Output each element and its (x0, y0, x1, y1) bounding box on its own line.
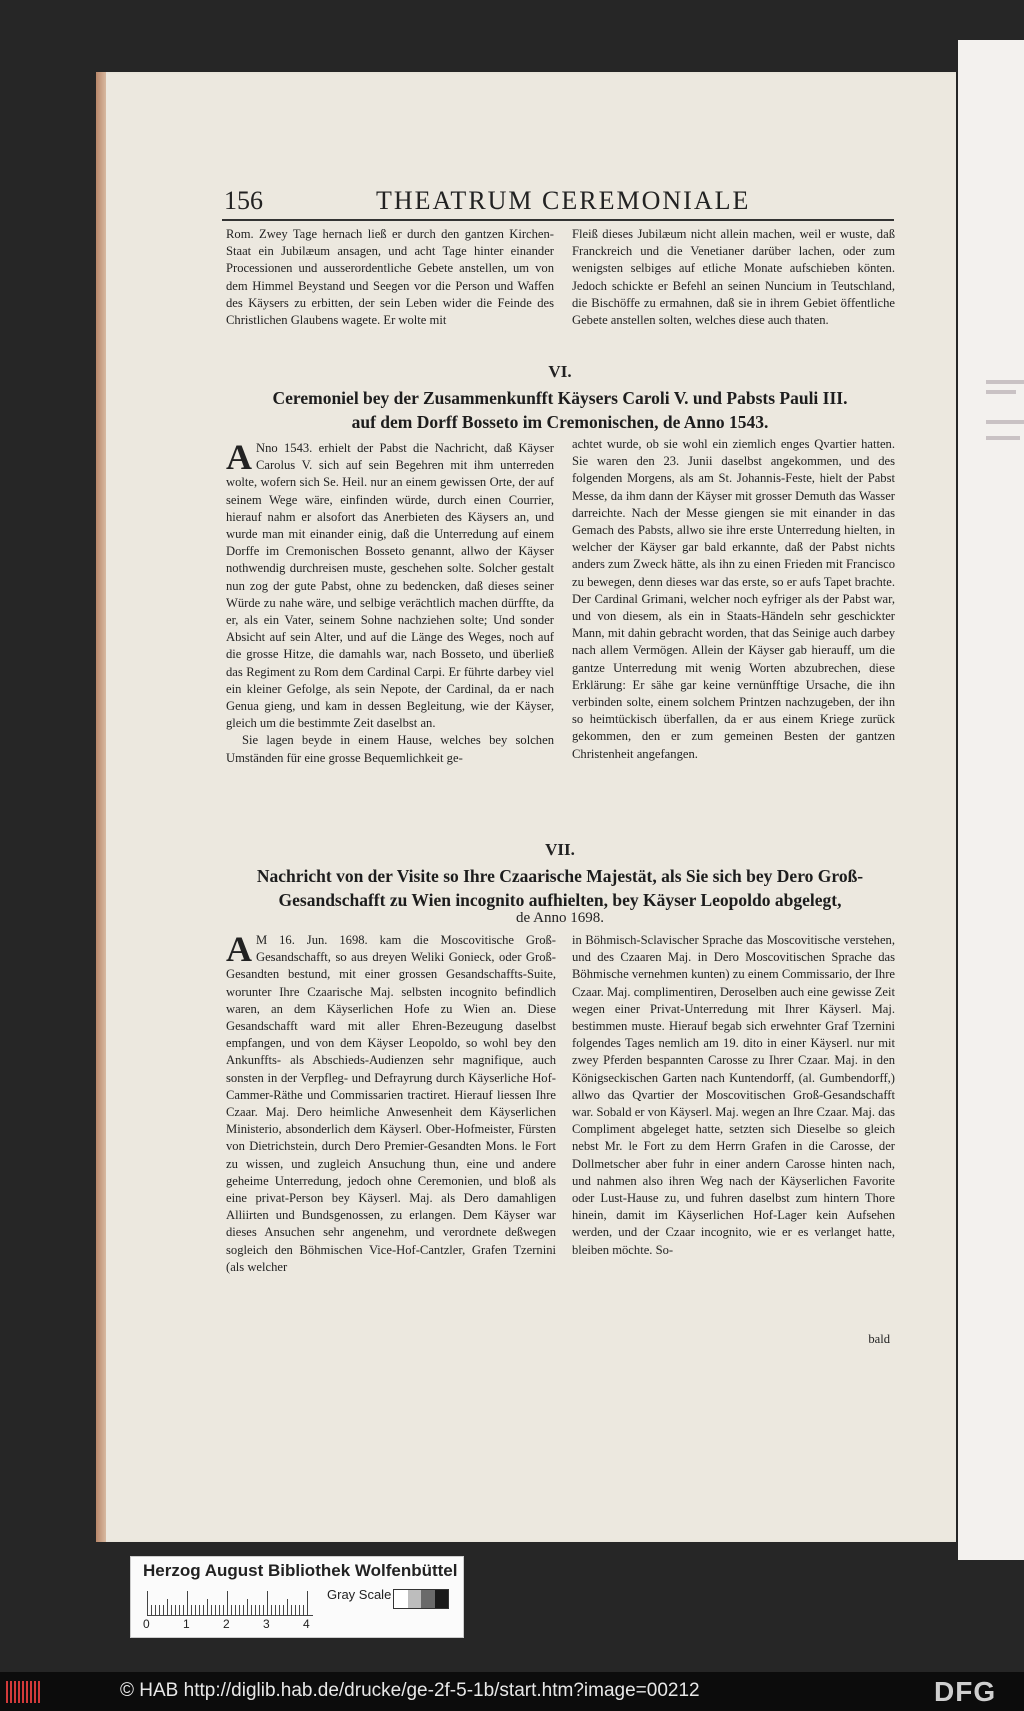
ruler-tick (211, 1605, 212, 1615)
text-column-right (572, 436, 895, 763)
gray-swatch (394, 1590, 408, 1608)
ruler-tick (203, 1605, 204, 1615)
ruler-tick (287, 1599, 288, 1615)
gray-scale-label: Gray Scale (327, 1587, 392, 1602)
ruler-tick (239, 1605, 240, 1615)
ruler-number: 2 (223, 1617, 230, 1631)
ruler-tick (175, 1605, 176, 1615)
paragraph-text: M 16. Jun. 1698. kam die Moscovitische Groß-Gesandschafft, so aus dreyen Weliki Gonieck, oder Groß-Gesandten bestund, mit einer grossen Gesandschaffts-Suite, worunter Ihre Czaarische Maj. selbsten incognito befindlich waren, an dem Käyserlichen Hofe zu Wien an. Diese Gesandschafft ward mit aller Ehren-Bezeugung daselbst empfangen, und von dem Käyser Leopoldo, so wohl bey den Ankunffts- als Abschieds-Audienzen sehr magnifique, auch sonsten in der Verpfleg- und Defrayrung durch Käyserliche Hof-Cammer-Räthe und Commissarien tractiret. Hierauf liessen Ihre Czaar. Maj. Dero heimliche Anwesenheit dem Käyserlichen Ministerio, absonderlich dem Käyserl. Ober-Hofmeister, Fürsten von Dietrichstein, durch Dero Premier-Gesandten Mons. le Fort zu wissen, und zugleich Ansuchung thun, eine und andere geheime Unterredung, jedoch ohne Ceremonien, und bloß als eine privat-Person bey Käyserl. Maj. als Dero damahligen Alliirten und Bundsgenossen, zu erlangen. Dem Käyser war dieses Ansuchen sehr angenehm, und verordnete deßwegen sogleich den Böhmischen Vice-Hof-Cantzler, Grafen Tzernini (als welcher (226, 933, 556, 1274)
page-edge (96, 72, 106, 1542)
section-number: VII. (545, 840, 575, 859)
ruler-baseline (147, 1615, 313, 1616)
ruler-tick (243, 1605, 244, 1615)
ruler-number: 3 (263, 1617, 270, 1631)
paragraph: Rom. Zwey Tage hernach ließ er durch den gantzen Kirchen-Staat ein Jubilæum ansagen, und acht Tage hinter einander Processionen und ausserordentliche Gebete anstellen, um von dem Himmel Beystand und Seegen vor die Person und Waffen des Käysers zu erbitten, der sein Leben wider die Feinde des Christlichen Glaubens wagete. Er wolte mit (226, 227, 554, 328)
ruler-tick (223, 1605, 224, 1615)
paragraph: achtet wurde, ob sie wohl ein ziemlich enges Qvartier hatten. Sie waren den 23. Junii daselbst angekommen, und des folgenden Morgens, als am St. Johannis-Feste, hielt der Pabst Messe, da ihm dann der Käyser mit grosser Demuth das Wasser darreichte. Nach der Messe giengen sie mit einander in das Gemach des Pabsts, allwo sie ihre erste Unterredung hielten, in welcher der Käyser gar bald erkannte, daß der Pabst nichts anders zum Zweck hätte, als ihn zu einen Frieden mit Francisco zu bewegen, denn dieses war das erste, so er aufs Tapet brachte. Der Cardinal Grimani, welcher noch eyfriger als der Pabst war, und von diesem, als ein in Staats-Händeln sehr geschickter Mann, mit dahin gebracht worden, that das Seinige auch darbey nach allem Vermögen. Allein der Käyser gab hierauff, um die gantze Unterredung mit wenig Worten abzubrechen, diese Erklärung: Er sähe gar keine vernünfftige Ursache, die ihn verbinden solte, einem solchem Printzen nachzugeben, der ihn so heimtückisch überfallen, da er aus einem Kriege zurück gekommen, den er zum gemeinen Besten der gantzen Christenheit angefangen. (572, 437, 895, 761)
section-title (226, 864, 894, 912)
ruler-tick (163, 1605, 164, 1615)
adjacent-page (958, 40, 1024, 1560)
section-number: VI. (548, 362, 572, 381)
gray-swatch (408, 1590, 422, 1608)
footer-link[interactable]: © HAB http://diglib.hab.de/drucke/ge-2f-5-1b/start.htm?image=00212 (120, 1680, 700, 1701)
section-title-line: auf dem Dorff Bosseto im Cremonischen, de Anno 1543. (351, 412, 769, 432)
section-title-line: Gesandschafft zu Wien incognito aufhielten, bey Käyser Leopoldo abgelegt, (278, 890, 842, 910)
ruler-tick (151, 1605, 152, 1615)
ruler-tick (147, 1591, 148, 1615)
gray-swatch (421, 1590, 435, 1608)
library-color-card (130, 1556, 464, 1638)
ruler-tick (247, 1599, 248, 1615)
ruler-tick (195, 1605, 196, 1615)
paragraph: Sie lagen beyde in einem Hause, welches bey solchen Umständen für eine grosse Bequemlichkeit ge- (226, 733, 554, 765)
ruler-tick (167, 1599, 168, 1615)
ruler-tick (159, 1605, 160, 1615)
ruler-tick (255, 1605, 256, 1615)
ruler-tick (251, 1605, 252, 1615)
ruler-tick (259, 1605, 260, 1615)
paragraph (226, 929, 556, 1276)
ruler-tick (235, 1605, 236, 1615)
ruler-number: 4 (303, 1617, 310, 1631)
ruler-number: 1 (183, 1617, 190, 1631)
page-number: 156 (224, 186, 263, 215)
drop-cap: A (226, 437, 252, 477)
ruler-tick (199, 1605, 200, 1615)
ruler-scale (147, 1591, 313, 1615)
running-title: THEATRUM CEREMONIALE (376, 186, 751, 215)
ruler-tick (215, 1605, 216, 1615)
gray-scale-swatches (393, 1589, 449, 1609)
ruler-tick (279, 1605, 280, 1615)
ruler-tick (179, 1605, 180, 1615)
ruler-tick (271, 1605, 272, 1615)
ruler-tick (283, 1605, 284, 1615)
ruler-tick (231, 1605, 232, 1615)
ruler-tick (275, 1605, 276, 1615)
text-column-left (226, 437, 554, 767)
ruler-tick (303, 1605, 304, 1615)
text-column-right (572, 932, 895, 1259)
text-column-left (226, 929, 556, 1276)
library-name: Herzog August Bibliothek Wolfenbüttel (143, 1561, 458, 1580)
ruler-tick (267, 1591, 268, 1615)
ruler-tick (155, 1605, 156, 1615)
ruler-tick (183, 1605, 184, 1615)
ruler-tick (191, 1605, 192, 1615)
text-column-left (226, 226, 554, 329)
paragraph: in Böhmisch-Sclavischer Sprache das Moscovitische verstehen, und des Czaaren Maj. in Dero Moscovitischen Sprache das Böhmische vernehmen kunten) zu einem Commissario, der Ihre Czaar. Maj. complimentiren, Deroselben auch eine gewisse Zeit wegen einer Privat-Unterredung mit Ihrer Käyserl. Maj. bestimmen muste. Hierauf begab sich erwehnter Graf Tzernini folgendes Tages nemlich am 19. dito in einer Käyserl. nur mit zwey Pferden bespannten Carosse zu Ihrer Czaar. Maj. in den Königseckischen Garten nach Kuntendorff, (al. Gumbendorff,) allwo das Qvartier der Moscovitischen Groß-Gesandschafft war. Sobald er von Käyserl. Maj. wegen an Ihre Czaar. Maj. das Compliment abgeleget hatte, setzten sich Dieselbe so gleich nebst Mr. le Fort zu dem Herrn Grafen in die Carosse, der Dollmetscher aber fuhr in einer andern Carosse hinten nach, und nahmen also ihren Weg nach der Käyserlichen Favorite oder Lust-Hause zu, und fuhren daselbst zum hintern Thore hinein, damit im Käyserlichen Hof-Lager kein Aufsehen werden, und der Czaar incognito, wie er es verlanget hatte, bleiben möchte. So- (572, 933, 895, 1257)
ruler-tick (307, 1591, 308, 1615)
section-title-line: Nachricht von der Visite so Ihre Czaarische Majestät, als Sie sich bey Dero Groß- (256, 866, 864, 886)
ruler-tick (295, 1605, 296, 1615)
ruler-tick (263, 1605, 264, 1615)
header-rule (222, 219, 894, 221)
ruler-tick (291, 1605, 292, 1615)
text-column-right (572, 226, 895, 329)
section-date: de Anno 1698. (516, 910, 604, 926)
section-title-line: Ceremoniel bey der Zusammenkunfft Käysers Caroli V. und Pabsts Pauli III. (272, 388, 848, 408)
gray-swatch (435, 1590, 449, 1608)
ruler-tick (171, 1605, 172, 1615)
paragraph (226, 437, 554, 732)
ruler-tick (227, 1591, 228, 1615)
paragraph: Fleiß dieses Jubilæum nicht allein machen, weil er wuste, daß Franckreich und die Venetianer darüber lachen, oder zum wenigsten selbiges auf etliche Monate aufschieben könten. Jedoch schickte er Befehl an seinen Nuncium in Teutschland, die Bischöffe zu ermahnen, daß sie in ihrem Gebiet öffentliche Gebete anstellen solten, welches diese auch thaten. (572, 227, 895, 328)
ruler-tick (219, 1605, 220, 1615)
ruler-tick (207, 1599, 208, 1615)
section-title (226, 386, 894, 434)
ruler-number: 0 (143, 1617, 150, 1631)
dfg-logo: DFG (934, 1676, 997, 1707)
hab-barcode-logo-icon (6, 1681, 46, 1703)
ruler-tick (187, 1591, 188, 1615)
ruler-tick (299, 1605, 300, 1615)
paragraph-text: Nno 1543. erhielt der Pabst die Nachricht, daß Käyser Carolus V. sich auf sein Begehren mit ihm unterreden wolte, wofern sich Se. Heil. nur an einem gewissen Orte, der auf seinem Wege wäre, einfinden würde, durch einen Courrier, hierauf nahm er alsofort das Anerbieten des Käysers an, und wurde man mit einander einig, daß die Unterredung auf einem Dorffe im Cremonischen Bosseto genannt, allwo der Käyser nothwendig durchreisen muste, geschehen solte. Solcher gestalt nun zog der gute Pabst, ohne zu bedencken, daß dieses seiner Würde zu nahe wäre, und selbige verächtlich machen dürffte, da er, als ein Vater, seinem Sohne nachziehen solte; Und sonder Absicht auf sein Alter, und auf die Länge des Weges, noch auf die grosse Hitze, die damahls war, nach Bosseto, und überließ das Regiment zu Rom dem Cardinal Carpi. Er führte darbey viel ein kleiner Gefolge, als sein Nepote, der Cardinal, da er nach Genua gieng, und kam in dessen Begleitung, wie der Käyser, gleich um die bestimmte Zeit daselbst an. (226, 441, 554, 731)
drop-cap: A (226, 929, 252, 969)
catchword: bald (868, 1332, 890, 1346)
viewer-footer (0, 1672, 1024, 1711)
